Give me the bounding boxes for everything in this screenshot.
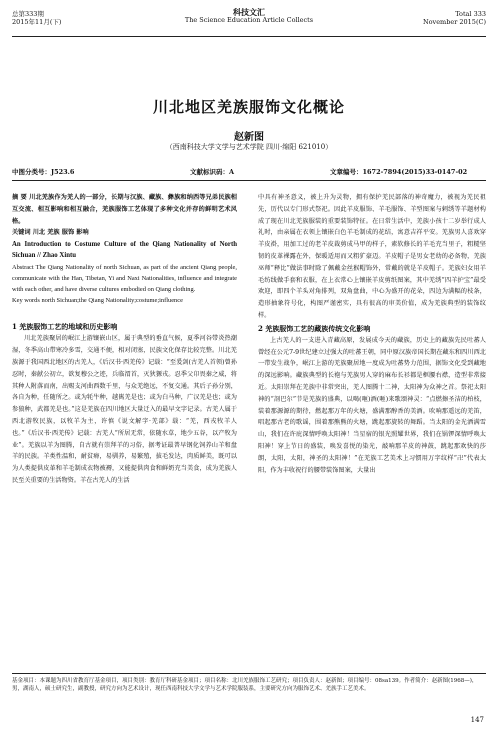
journal-name: 科技文汇 xyxy=(233,7,265,17)
header-rule xyxy=(12,36,486,37)
right-column xyxy=(258,192,486,476)
header-right: Total 333 November 2015(C) xyxy=(422,10,486,26)
article-title: 川北地区羌族服饰文化概论 xyxy=(152,98,345,116)
meta-rule xyxy=(12,180,486,181)
section-2-text: 上古羌人的一支进入青藏高原，发展成今天的藏族，历史上的藏族先民吐蕃人曾经在公元7-9世纪建立过强大的吐蕃王朝，同中原汉族帝国长期在藏东和四川西北一带发生战争，岷江上游的羌族聚居地一度成为吐蕃势力范围，据饰文化受到藏地的深远影响。藏族典型的长袍与羌族男人穿的麻布长衫都是框腰右襟，造型非常接近。太阳崇拜在羌族中非常突出，羌人图腾十二神，太阳神为众神之首。祭祀太阳神的“剖巴尔”节是羌族的盛典，以喝(咂)酒(咂)来歌颂神灵：“点燃擦圣洁的柏枝，装着那源源的期待，燃起那万年的火塘，盛满那醇香的美酒。吹响那遥远的羌笛，唱起那古老的歌谣，围着那熊熊的火塘，跳起那旋转的舞蹈。当太阳的金光洒满雪山，我们在许庇深情呼唤太阳神！当星宿的银光照耀世界，我们在锅锣深情呼唤太阳神！穿上节日的盛装，唤发喜悦的染光，敲响那羊皮的神鼓，跳起那欢快的莎朗，太阳，太阳，神圣的太阳神！”在羌族工艺美术上习惯用万字纹样“卍”代表太阳，作为丰收祝行的腰带装饰图案，大量出 xyxy=(258,336,486,474)
section-1-text: 川北羌族聚居的岷江上游镶嵌山区，属于典型的垂直气候，夏季河谷带炎热潮湿，冬季高山带寒冷多雪，交通不便，相对闭塞，民族文化保存比较完整。川北羌族源于我国西北地区的古羌人，《后汉书·西羌传》记载：“至爰剑(古羌人首领)曾孙忍时，秦献公初立，欲复穆公之迹，兵临渭首，灭狄獂戎。忍季父卬畏秦之威，将其种人附落而南，出赐支河曲西数千里，与众羌绝远，不复交通。其后子孙分别，各自为种，任随所之。或为牦牛种，越嶲羌是也；或为白马种，广汉羌是也；或为参狼种，武都羌是也。”这是羌族在四川地区大量迁入的最早文字记录。古羌人属于西北游牧民族，以牧羊为主，许慎《说文解字·羌部》载：“羌，西戎牧羊人也。”《后汉书·西羌传》记载：古羌人“所居无常，依随水草，地少五谷，以产牧为业”。羌族以羊为图腾，自古就有崇拜羊的习俗，据考证最普早钢化饲养山羊和盘羊的民族。羊类性温和，耐贫瘠，易驯养，易繁殖，拔毛发达，肉质鲜美，既可以为人类提供皮革和羊毛制成衣物被褥，又能提供肉食和鲜奶充当美食，成为羌族人民至关重要的生活物资。羊在古羌人的生活 xyxy=(12,335,237,484)
section-2-heading: 2 羌族服饰工艺的藏族传统文化影响 xyxy=(258,323,371,333)
left-column xyxy=(12,192,237,487)
article-number: 文章编号：1672-7894(2015)33-0147-02 xyxy=(330,168,468,176)
document-code: 文献标识码：A xyxy=(190,168,235,176)
running-header xyxy=(12,8,486,34)
title-en: An Introduction to Costume Culture of the Qiang Nationality of North Sichuan // Zhao Xintu xyxy=(12,241,237,260)
author: 赵新图 xyxy=(234,132,264,143)
page-number: 147 xyxy=(470,716,484,724)
header-center: 科技文汇 The Science Education Article Collects xyxy=(12,8,486,24)
footnote: 基金项目：本课题为四川省教育厅基金项目，项目类别：教育厅科研基金项目；项目名称：北川羌族服饰工艺研究；项目负责人：赵新图；项目编号：08sa139。作者简介：赵新图(1968—)，男，湖南人，硕士研究生，副教授，研究方向为艺术设计，现任西南科技大学文学与艺术学院服装系，主要研究方向为服饰艺术、羌族手工艺美术。 xyxy=(12,678,478,692)
abstract-en: Abstract The Qiang Nationality of north Sichuan, as part of the ancient Qiang people, communicate with the Han, Tibetan, Yi and Naxi Nationalities, influence and integrate with each other, and have diverse cultures embodied on Qiang clothing. xyxy=(12,263,237,293)
header-left: 总第333期 2015年11月(下) xyxy=(12,10,62,26)
right-column-text: 中具有神圣意义，被上升为灵物，拥有保护羌民部落的神奇魔力，被视为羌民祖先，历代以专门形式祭祀。因此羊皮服饰、羊毛服饰、羊型图案与刺绣等羊题材构成了现在川北羌族服装的重要装饰特征。在日常生活中，羌族小孩十二岁举行成人礼时，由亲属在衣领上镶嵌白色羊毛制成的花结，寓意吉祥平安。羌族男人喜欢穿羊皮褂，用加工过的老羊皮裁剪成马甲的样子，素软修长的羊毛充当里子，粗糙坚韧的皮革裸露在外，保暖适用而又粗犷豪迈。羊皮帽子是男女老幼的必备物，羌族巫师“释比”做法事时除了佩戴金丝猴帽饰外，常戴的就是羊皮帽子。羌族妇女用羊毛纺线做手套和衣服，在上衣常心上镶嵌羊皮剪纸图案，其中羌绣“四羊护宝”最受欢迎，即四个羊头对角排列，双角盘曲，中心为盛开的花朵，四边为满幅的枝条，造形抽象符号化，构图严谨密实，具有很高的审美价值，成为羌族典型的装饰纹样。 xyxy=(258,194,486,319)
clc-number: 中图分类号：J523.6 xyxy=(12,168,75,176)
section-1-heading: 1 羌族服饰工艺的地域和历史影响 xyxy=(12,322,118,332)
keywords-cn: 关键词 川北 羌族 服饰 影响 xyxy=(12,229,89,237)
affiliation: （西南科技大学文学与艺术学院 四川·绵阳 621010） xyxy=(165,143,333,151)
keywords-en: Key words north Sichuan;the Qiang Nationality;costume;influence xyxy=(12,297,183,305)
footnote-rule xyxy=(12,673,486,674)
abstract-cn: 摘 要 川北羌族作为羌人的一部分，长期与汉族、藏族、彝族和纳西等兄弟民族相互交流、相互影响和相互融合，羌族服饰工艺体现了多种文化并存的鲜明艺术风格。 xyxy=(12,194,237,225)
